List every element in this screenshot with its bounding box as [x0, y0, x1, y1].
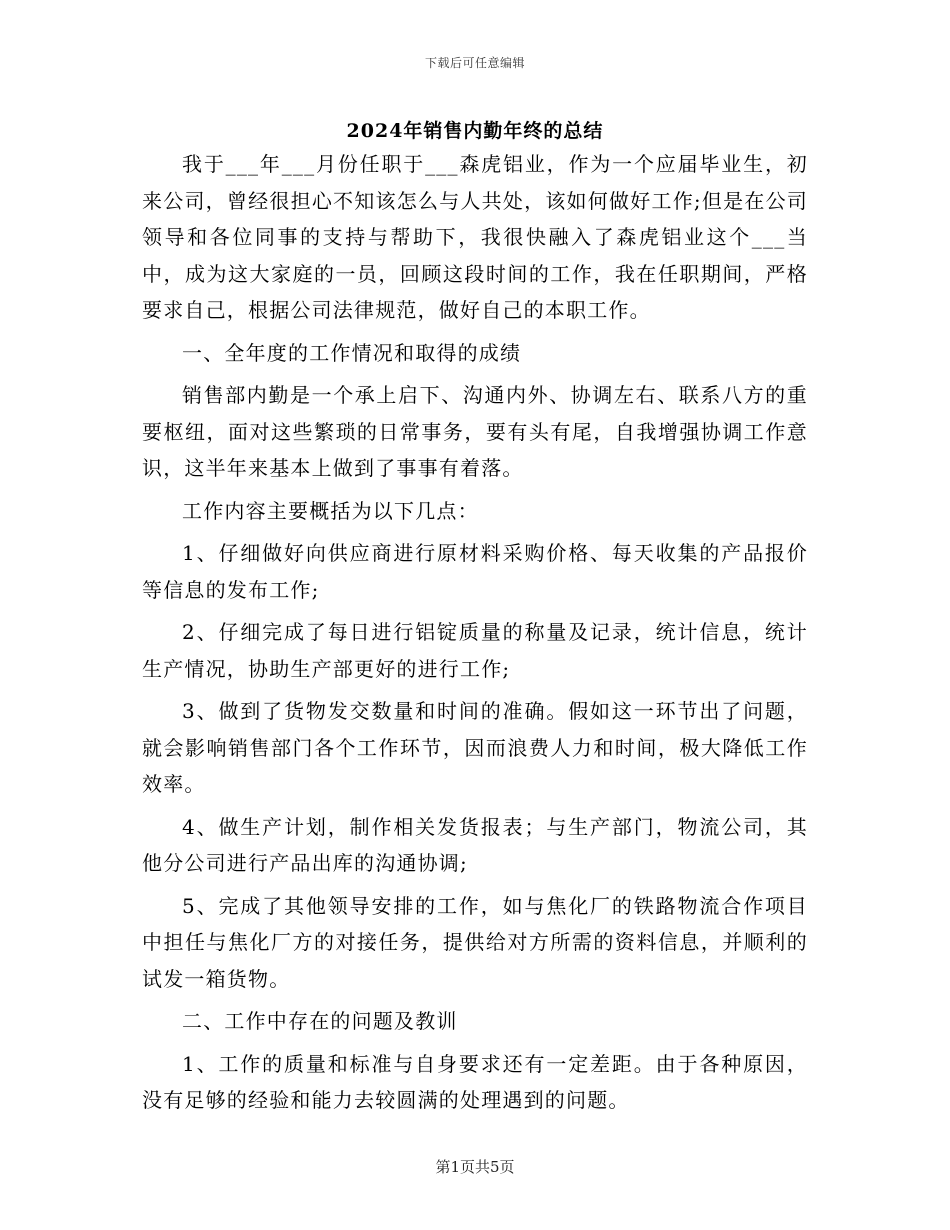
list-item: 1、工作的质量和标准与自身要求还有一定差距。由于各种原因，没有足够的经验和能力去较圆满的处理遇到的问题。 — [142, 1051, 808, 1112]
list-item: 5、完成了其他领导安排的工作，如与焦化厂的铁路物流合作项目中担任与焦化厂方的对接任务，提供给对方所需的资料信息，并顺利的试发一箱货物。 — [142, 893, 808, 991]
paragraph: 工作内容主要概括为以下几点： — [182, 498, 479, 523]
list-item: 2、仔细完成了每日进行铝锭质量的称量及记录，统计信息，统计生产情况，协助生产部更好的进行工作; — [142, 620, 808, 681]
section-heading-2: 二、工作中存在的问题及教训 — [182, 1009, 458, 1033]
paragraph-intro: 我于___年___月份任职于___森虎铝业，作为一个应届毕业生，初来公司，曾经很担心不知该怎么与人共处，该如何做好工作;但是在公司领导和各位同事的支持与帮助下，我很快融入了森虎铝业这个___当中，成为这大家庭的一员，回顾这段时间的工作，我在任职期间，严格要求自己，根据公司法律规范，做好自己的本职工作。 — [142, 152, 808, 322]
list-item: 3、做到了货物发交数量和时间的准确。假如这一环节出了问题，就会影响销售部门各个工作环节，因而浪费人力和时间，极大降低工作效率。 — [142, 699, 808, 796]
document-body — [142, 146, 808, 1125]
page-footer: 第1页共5页 — [435, 1158, 515, 1176]
list-item: 1、仔细做好向供应商进行原材料采购价格、每天收集的产品报价等信息的发布工作; — [142, 541, 808, 602]
paragraph: 销售部内勤是一个承上启下、沟通内外、协调左右、联系八方的重要枢纽，面对这些繁琐的日常事务，要有头有尾，自我增强协调工作意识，这半年来基本上做到了事事有着落。 — [142, 383, 808, 480]
list-item: 4、做生产计划，制作相关发货报表；与生产部门，物流公司，其他分公司进行产品出库的沟通协调; — [142, 814, 808, 875]
section-heading-1: 一、全年度的工作情况和取得的成绩 — [182, 340, 522, 365]
document-title: 2024年销售内勤年终的总结 — [346, 120, 604, 142]
page-header: 下载后可任意编辑 — [424, 56, 525, 70]
